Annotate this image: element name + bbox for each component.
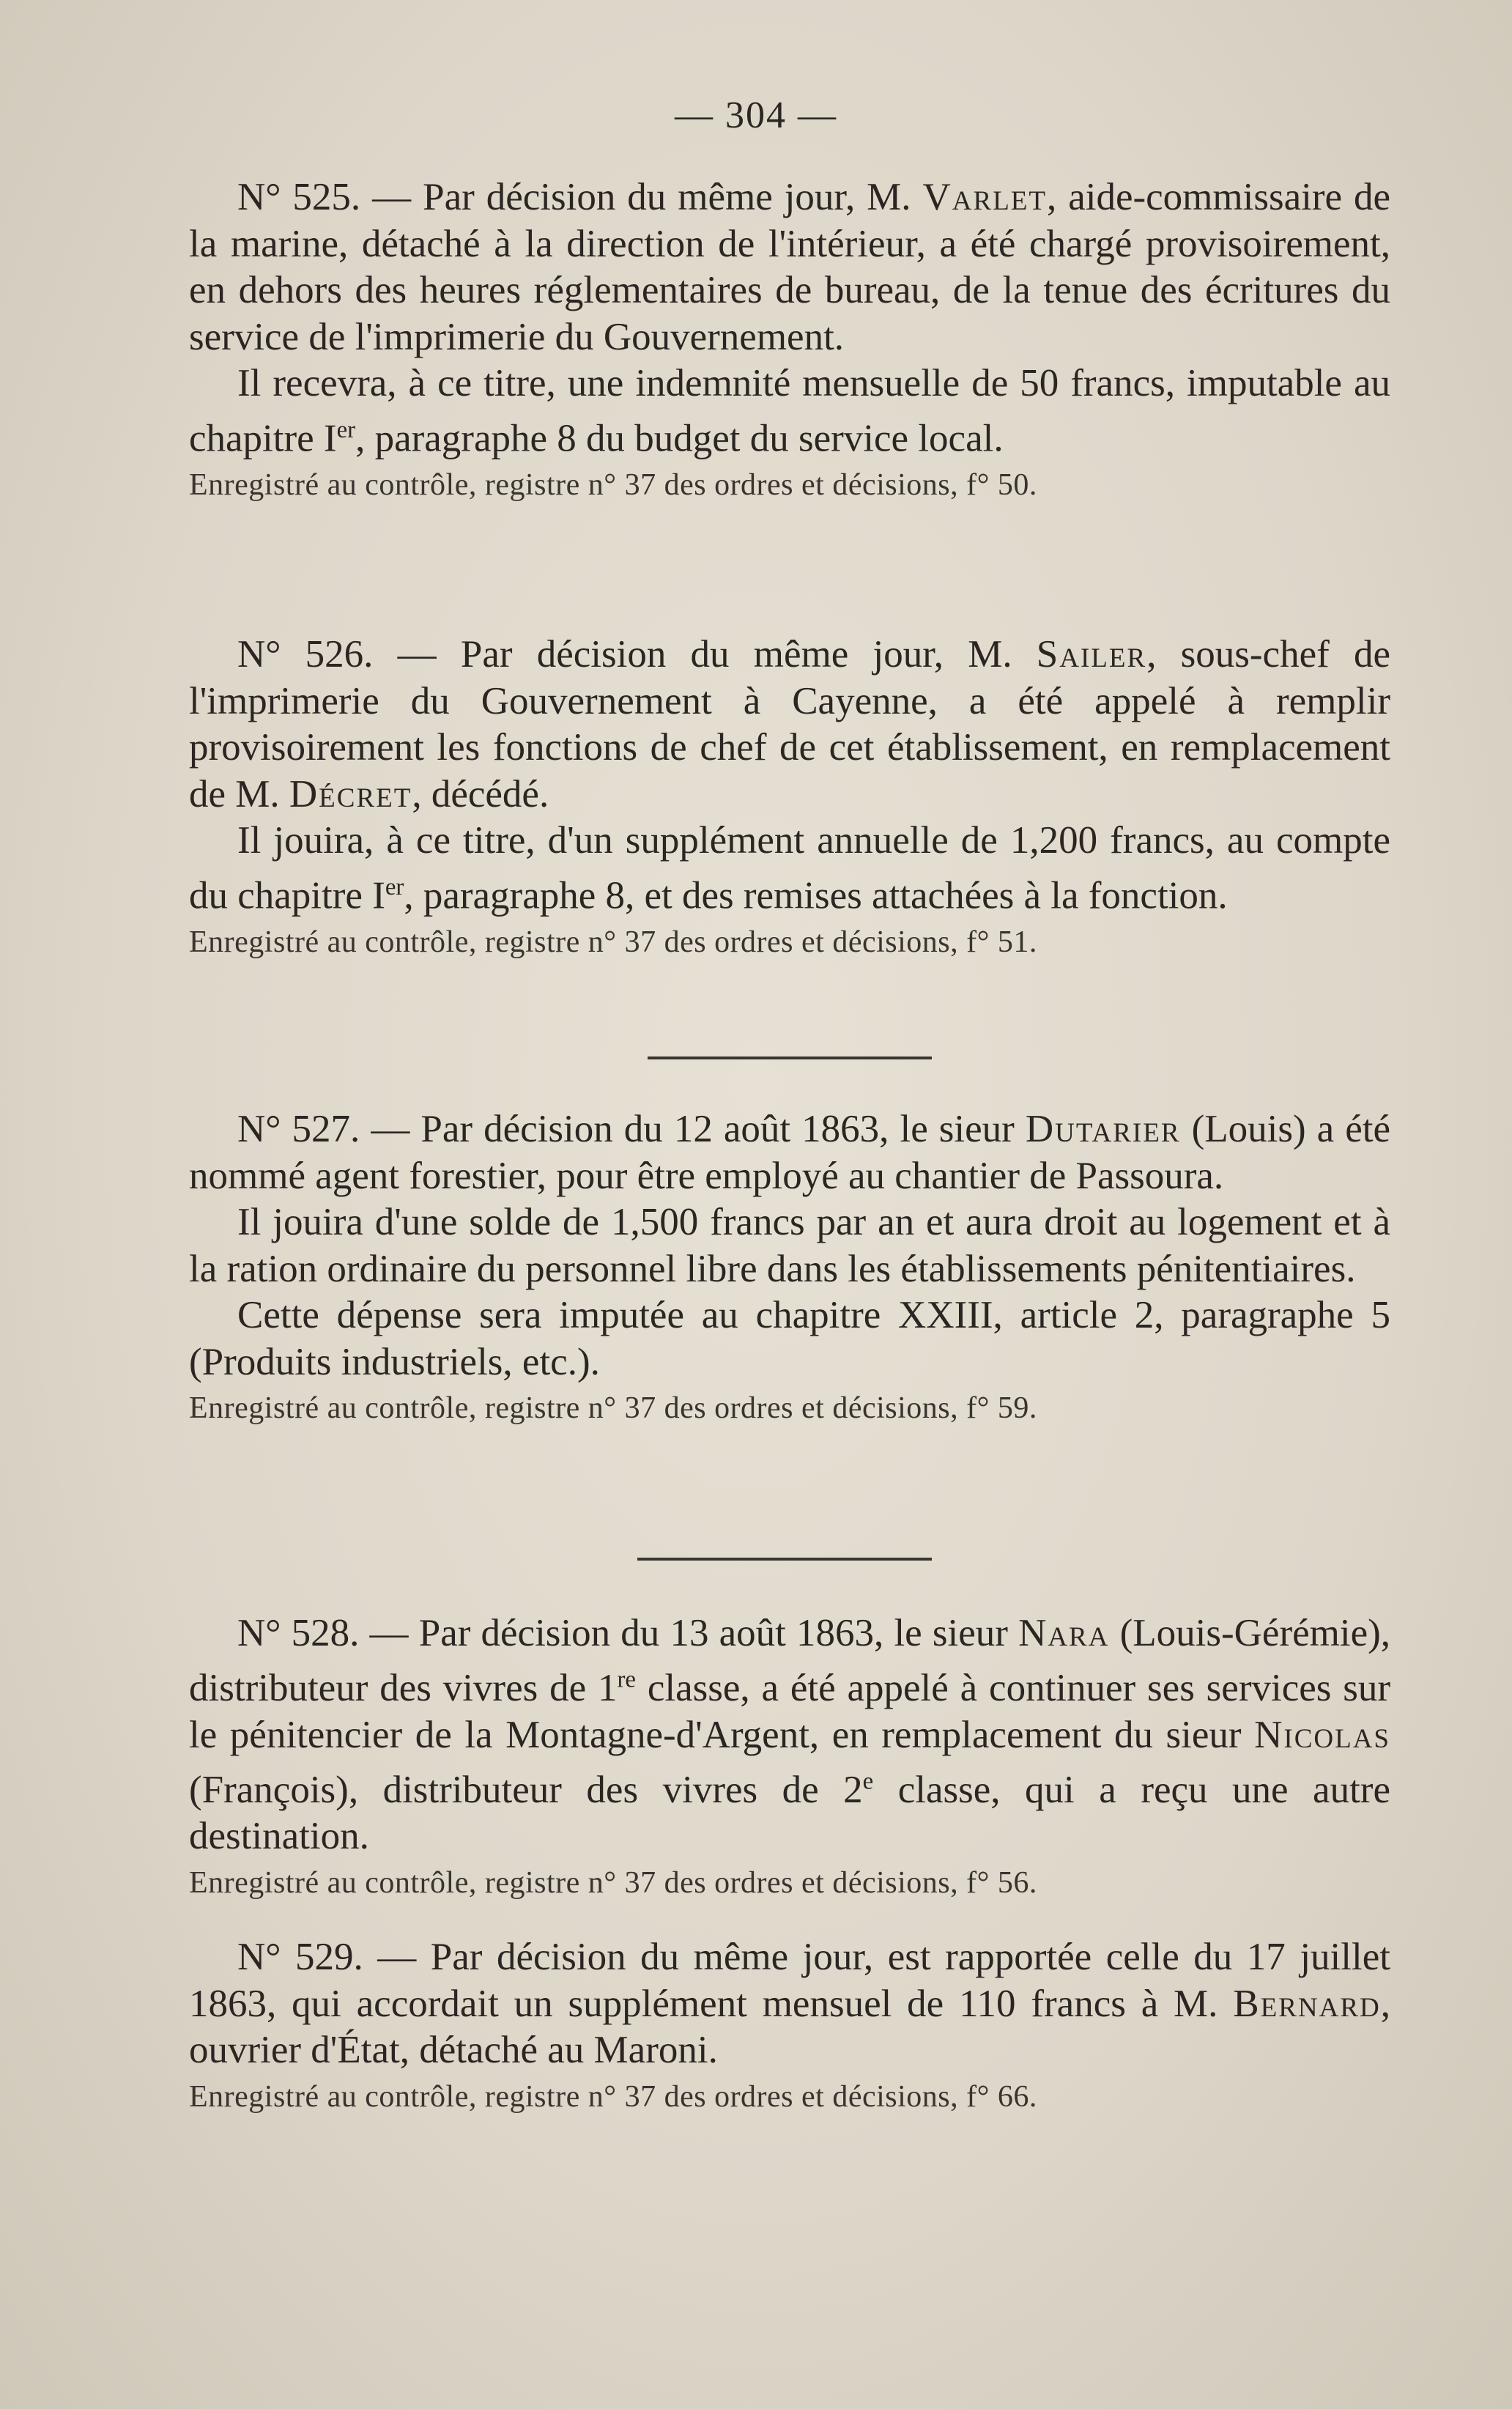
- registry-note: Enregistré au contrôle, registre n° 37 des ordres et décisions, f° 59.: [189, 1391, 1037, 1425]
- person-name: Sailer: [1036, 633, 1147, 676]
- text-run: — Par décision du 13 août 1863, le sieur: [359, 1612, 1019, 1654]
- decision-number: N° 529.: [237, 1936, 363, 1978]
- text-run: — Par décision du même jour, M.: [373, 633, 1037, 676]
- decision-text: [189, 1108, 1390, 1197]
- decision-paragraph: [189, 1610, 1390, 1860]
- person-name: Bernard: [1233, 1982, 1381, 2025]
- superscript: er: [385, 873, 404, 900]
- decision-paragraph: [189, 1106, 1390, 1199]
- decision-text: [189, 176, 1390, 358]
- registry-note: Enregistré au contrôle, registre n° 37 des ordres et décisions, f° 66.: [189, 2079, 1037, 2114]
- decision-paragraph: [189, 174, 1390, 360]
- decision-paragraph: [189, 1934, 1390, 2074]
- text-run: classe, qui a reçu une autre destination.: [189, 1768, 1390, 1858]
- decision-paragraph: [189, 360, 1390, 462]
- text-run: (Louis-Gérémie), distributeur des vivres de 1: [189, 1612, 1390, 1710]
- text-run: , aide-commissaire de la marine, détaché à la direction de l'intérieur, a été chargé provisoirement, en dehors des heures réglementaires de bureau, de la tenue des écritures du service de l'imprimerie du Gouvernement.: [189, 176, 1390, 358]
- text-run: Cette dépense sera imputée au chapitre XXIII, article 2, paragraphe 5 (Produits industriels, etc.).: [189, 1294, 1390, 1383]
- decision-number: N° 528.: [237, 1612, 360, 1654]
- decision-entry-528: [189, 1610, 1390, 1904]
- superscript: e: [862, 1768, 874, 1795]
- decision-text: [189, 1936, 1390, 2071]
- text-run: — Par décision du même jour, est rapportée celle du 17 juillet 1863, qui accordait un supplément mensuel de 110 francs à M.: [189, 1936, 1390, 2025]
- superscript: re: [617, 1666, 636, 1693]
- text-run: (Louis) a été nommé agent forestier, pour être employé au chantier de Passoura.: [189, 1108, 1390, 1197]
- text-run: classe, a été appelé à continuer ses services sur le pénitencier de la Montagne-d'Argent, en remplacement du sieur: [189, 1667, 1391, 1756]
- page-number: — 304 —: [675, 95, 837, 136]
- decision-paragraph: [189, 632, 1390, 818]
- text-run: — Par décision du 12 août 1863, le sieur: [360, 1108, 1026, 1150]
- registry-note: Enregistré au contrôle, registre n° 37 des ordres et décisions, f° 50.: [189, 467, 1037, 502]
- text-run: , ouvrier d'État, détaché au Maroni.: [189, 1982, 1390, 2071]
- decision-number: N° 525.: [237, 176, 361, 218]
- person-name: Dutarier: [1025, 1108, 1181, 1150]
- person-name: Décret: [289, 772, 412, 815]
- person-name: Nara: [1018, 1612, 1110, 1654]
- decision-paragraph: [189, 1199, 1390, 1292]
- text-run: — Par décision du même jour, M.: [360, 176, 923, 218]
- person-name: Nicolas: [1254, 1713, 1390, 1756]
- decision-entry-529: [189, 1934, 1390, 2118]
- superscript: er: [336, 416, 356, 443]
- decision-entry-527: [189, 1106, 1390, 1429]
- text-run: Il jouira d'une solde de 1,500 francs par an et aura droit au logement et à la ration ordinaire du personnel libre dans les établissements pénitentiaires.: [189, 1201, 1390, 1290]
- section-divider: [637, 1558, 932, 1561]
- decision-paragraph: [189, 1292, 1390, 1385]
- text-run: Il recevra, à ce titre, une indemnité mensuelle de 50 francs, imputable au chapitre I: [189, 362, 1390, 460]
- text-run: (François), distributeur des vivres de 2: [189, 1768, 863, 1811]
- decision-number: N° 527.: [237, 1108, 360, 1150]
- text-run: , paragraphe 8, et des remises attachées à la fonction.: [404, 874, 1228, 917]
- registry-note: Enregistré au contrôle, registre n° 37 des ordres et décisions, f° 56.: [189, 1865, 1037, 1900]
- decision-text: [189, 1612, 1390, 1857]
- decision-entry-526: [189, 632, 1390, 963]
- section-divider: [648, 1057, 932, 1059]
- decision-paragraph: [189, 818, 1390, 919]
- text-run: , paragraphe 8 du budget du service local.: [355, 417, 1004, 460]
- text-run: , sous-chef de l'imprimerie du Gouvernement à Cayenne, a été appelé à remplir provisoirement les fonctions de chef de cet établissement, en remplacement de M.: [189, 633, 1390, 815]
- decision-entry-525: [189, 174, 1390, 506]
- decision-number: N° 526.: [237, 633, 374, 676]
- text-run: Il jouira, à ce titre, d'un supplément annuelle de 1,200 francs, au compte du chapitre I: [189, 819, 1390, 917]
- person-name: Varlet: [922, 176, 1047, 218]
- registry-note: Enregistré au contrôle, registre n° 37 des ordres et décisions, f° 51.: [189, 925, 1037, 959]
- text-run: , décédé.: [412, 772, 549, 815]
